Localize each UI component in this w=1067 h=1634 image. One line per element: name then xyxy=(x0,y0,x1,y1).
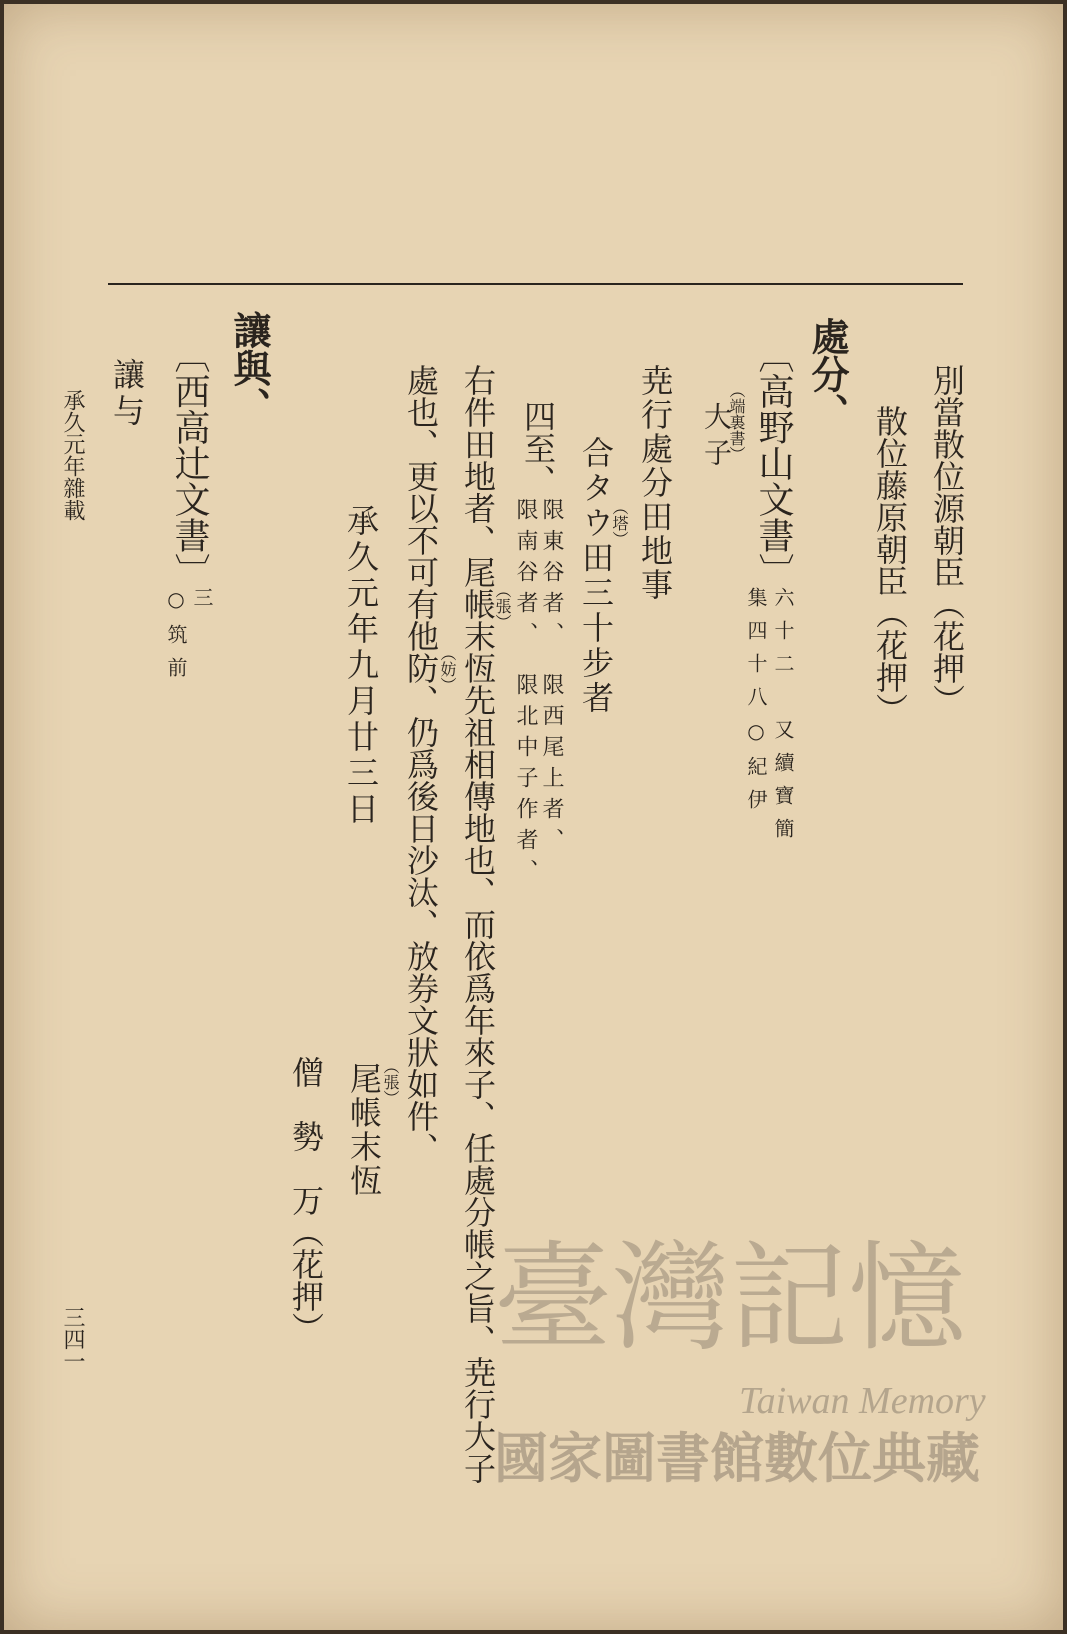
watermark-english: Taiwan Memory xyxy=(739,1380,986,1422)
entry-1-item-note: （塔） xyxy=(610,499,629,547)
watermark-calligraphy: 臺灣記憶 xyxy=(494,1229,967,1367)
signature-line-1: 別當散位源朝臣（花押） xyxy=(928,364,966,716)
running-title: 承久元年雜載 xyxy=(60,389,85,521)
entry-1-title: 尭行處分田地事 xyxy=(636,364,674,602)
entry-2-source: 〔西高辻文書〕 xyxy=(169,337,210,589)
entry-1-source: 〔高野山文書〕 xyxy=(753,337,794,589)
boundaries-label: 四至、 xyxy=(519,400,557,496)
signer-2: 僧 勢 万（花押） xyxy=(287,1056,325,1344)
signature-line-2: 散位藤原朝臣（花押） xyxy=(871,405,909,725)
entry-1-source-note-right: 六十二 又續寶簡 xyxy=(771,587,795,851)
endorsement-note: （端裏書） xyxy=(727,382,746,462)
body-line-1-note: （張） xyxy=(493,582,512,630)
watermark-institution: 國家圖書館數位典藏 xyxy=(494,1427,980,1490)
entry-1-item: 合タウ田三十步者 xyxy=(577,436,615,716)
body-line-1: 右件田地者、尾帳末恆先祖相傳地也、而依爲年來子、任處分帳之旨、尭行大子 xyxy=(459,364,497,1484)
boundaries-right-line: 限東谷者、 限西尾上者、 xyxy=(539,498,564,859)
entry-2-source-note-left: ○筑前 xyxy=(164,587,188,690)
signer-1: 尾帳末恆 xyxy=(345,1062,383,1198)
header-rule xyxy=(108,283,963,285)
boundaries-left-line: 限南谷者、 限北中子作者、 xyxy=(513,498,538,890)
entry-1-heading: 處分、 xyxy=(805,317,850,431)
entry-2-heading: 讓與、 xyxy=(227,311,272,425)
entry-1-source-note-left: 集四十八○紀伊 xyxy=(744,587,768,822)
page-number: 三四一 xyxy=(60,1306,85,1372)
signer-1-note: （張） xyxy=(381,1058,400,1106)
body-line-2-note: （妨） xyxy=(438,645,457,693)
entry-2-source-note-right: 三 xyxy=(190,587,214,620)
entry-2-title: 讓与 xyxy=(108,358,146,430)
body-line-2: 處也、更以不可有他防、仍爲後日沙汰、放券文狀如件、 xyxy=(402,364,440,1164)
document-date: 承久元年九月廿三日 xyxy=(342,504,380,828)
endorsement-text: 大子 xyxy=(700,402,733,474)
